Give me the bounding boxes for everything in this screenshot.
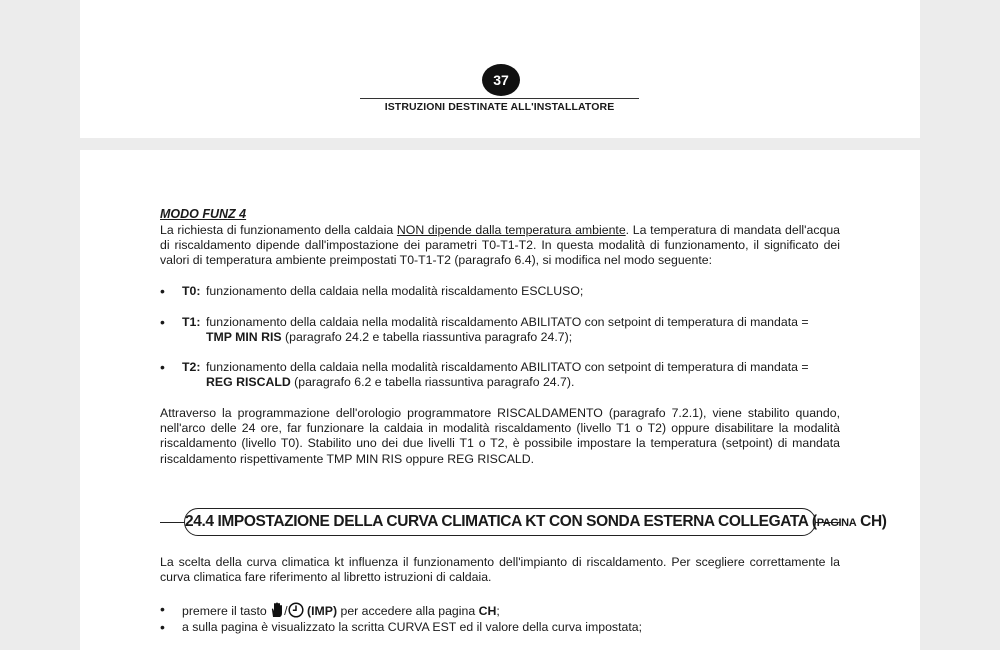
bullet-tail: (paragrafo 24.2 e tabella riassuntiva paragrafo 24.7); xyxy=(281,330,573,344)
step-imp: (IMP) xyxy=(303,604,338,618)
bullet-text: funzionamento della caldaia nella modalità riscaldamento ESCLUSO; xyxy=(206,284,584,298)
heading-text: 24.4 IMPOSTAZIONE DELLA CURVA CLIMATICA KT CON SONDA ESTERNA COLLEGATA xyxy=(185,513,809,530)
step-end: ; xyxy=(496,604,500,618)
bullet-dot: • xyxy=(160,283,165,299)
section-intro xyxy=(160,223,840,269)
bullet-key: T2: xyxy=(182,360,201,374)
curve-intro: La scelta della curva climatica kt influenza il funzionamento dell'impianto di riscaldamento. Per scegliere correttamente la curva climatica fare riferimento al libretto istruzioni di caldaia. xyxy=(160,555,840,585)
page-number-badge: 37 xyxy=(482,64,520,96)
section-heading xyxy=(184,508,887,536)
hand-icon xyxy=(270,602,284,618)
heading-paren: ( xyxy=(808,513,817,530)
bullet-dot: • xyxy=(160,359,165,375)
bullet-text: funzionamento della caldaia nella modalità riscaldamento ABILITATO con setpoint di temperatura di mandata = xyxy=(206,360,809,374)
step-slash: / xyxy=(284,604,288,618)
step-text: premere il tasto xyxy=(182,604,271,618)
intro-text: La richiesta di funzionamento della caldaia xyxy=(160,223,397,237)
clock-icon xyxy=(288,602,304,618)
step-page: CH xyxy=(478,604,497,618)
page-body-sheet xyxy=(80,150,920,650)
bullet-bold-value: TMP MIN RIS xyxy=(206,330,282,344)
heading-small: PAGINA xyxy=(816,517,857,529)
step-text-mid: per accedere alla pagina xyxy=(337,604,479,618)
page-header-sheet xyxy=(80,0,920,138)
step-text: a sulla pagina è visualizzato la scritta CURVA EST ed il valore della curva impostata; xyxy=(182,620,642,634)
heading-page: CH) xyxy=(856,513,887,530)
header-title: ISTRUZIONI DESTINATE ALL'INSTALLATORE xyxy=(384,101,615,113)
intro-text-rest: . La temperatura di mandata dell'acqua di riscaldamento dipende dall'impostazione dei parametri T0-T1-T2. In questa modalità di funzionamento, il significato dei valori di temperatura ambiente preimpostati T0-T1-T2 (paragrafo 6.4), si modifica nel modo seguente: xyxy=(160,223,841,268)
bullet-key: T1: xyxy=(182,315,201,329)
header-rule xyxy=(360,98,639,99)
section-title: MODO FUNZ 4 xyxy=(160,207,247,221)
bullet-dot: • xyxy=(160,314,165,330)
bullet-dot: • xyxy=(160,601,165,617)
bullet-key: T0: xyxy=(182,284,201,298)
bullet-text: funzionamento della caldaia nella modalità riscaldamento ABILITATO con setpoint di temperatura di mandata = xyxy=(206,315,809,329)
intro-underlined: NON dipende dalla temperatura ambiente xyxy=(396,223,626,237)
section-closing: Attraverso la programmazione dell'orologio programmatore RISCALDAMENTO (paragrafo 7.2.1), viene stabilito quando, nell'arco delle 24 ore, far funzionare la caldaia in modalità riscaldamento (livello T1 o T2) oppure disabilitare la modalità riscaldamento (livello T0). Stabilito uno dei due livelli T1 o T2, è possibile impostare la temperatura (setpoint) di mandata riscaldamento rispettivamente TMP MIN RIS oppure REG RISCALD. xyxy=(160,406,840,466)
bullet-dot: • xyxy=(160,619,165,635)
bullet-bold-value: REG RISCALD xyxy=(206,375,291,389)
heading-rule-left xyxy=(160,522,186,523)
bullet-tail: (paragrafo 6.2 e tabella riassuntiva paragrafo 24.7). xyxy=(290,375,575,389)
